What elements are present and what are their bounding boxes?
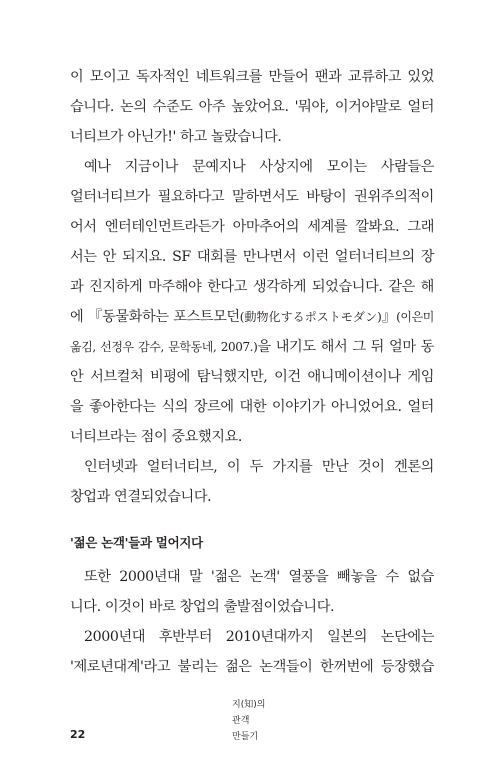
text-line: 니다. 이것이 바로 창업의 출발점이었습니다. (70, 599, 335, 615)
text-line: 예나 지금이나 문예지나 사상지에 모이는 사람들은 (84, 159, 434, 175)
text-line: 안 서브컬처 비평에 탐닉했지만, 이건 애니메이션이나 게임 (70, 369, 434, 385)
book-title-close: 』 (381, 309, 397, 325)
citation-details: 옮김, 선정우 감수, 문학동네, 2007.) (70, 340, 258, 354)
citation-trailing-text: 을 내기도 해서 그 뒤 얼마 동 (257, 339, 434, 355)
text-line: 너티브라는 점이 중요했지요. (70, 429, 242, 445)
text-line: 서는 안 되지요. SF 대회를 만나면서 이런 얼터너티브의 장 (70, 249, 434, 265)
text-line: 너티브가 아닌가!' 하고 놀랐습니다. (70, 129, 282, 145)
footer-title-line: 만들기 (232, 732, 259, 742)
text-line-with-citation (70, 307, 434, 327)
section-heading: '젊은 논객'들과 멀어지다 (70, 535, 203, 550)
text-line: 얼터너티브가 필요하다고 말하면서도 바탕이 권위주의적이 (70, 189, 434, 205)
book-title-ja: (動物化するポストモダン) (239, 310, 382, 324)
text-line: 을 좋아한다는 식의 장르에 대한 이야기가 아니었어요. 얼터 (70, 399, 434, 415)
footer-title-line: 관객 (232, 716, 250, 726)
text-line: '제로년대계'라고 불리는 젊은 논객들이 한꺼번에 등장했습 (70, 659, 434, 675)
text-line: 또한 2000년대 말 '젊은 논객' 열풍을 빼놓을 수 없습 (84, 569, 434, 585)
translator-note: (이은미 (396, 310, 434, 324)
text-line: 과 진지하게 마주해야 한다고 생각하게 되었습니다. 같은 해 (70, 279, 434, 295)
text-line-with-citation (70, 337, 434, 357)
text-line: 습니다. 논의 수준도 아주 높았어요. '뭐야, 이거야말로 얼터 (70, 99, 434, 115)
text-line: 창업과 연결되었습니다. (70, 489, 212, 505)
text-line: 이 모이고 독자적인 네트워크를 만들어 팬과 교류하고 있었 (70, 69, 434, 85)
book-title-ko: 에 『동물화하는 포스트모던 (70, 309, 240, 325)
footer-title-line: 지(知)의 (232, 700, 266, 710)
page-number: 22 (70, 728, 86, 741)
text-line: 인터넷과 얼터너티브, 이 두 가지를 만난 것이 겐론의 (84, 459, 434, 475)
text-line: 어서 엔터테인먼트라든가 아마추어의 세계를 깔봐요. 그래 (70, 219, 434, 235)
text-line: 2000년대 후반부터 2010년대까지 일본의 논단에는 (84, 629, 434, 645)
